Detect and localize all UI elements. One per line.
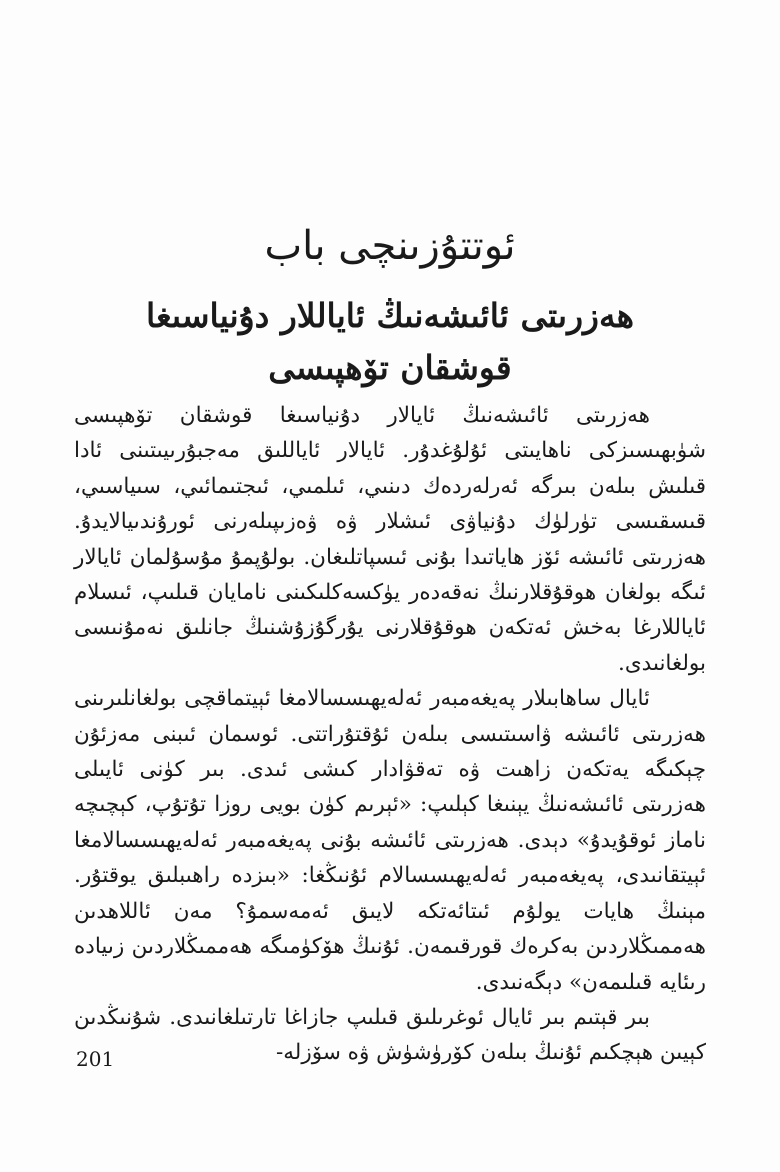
section-heading-line-1: ھەزرىتى ئائىشەنىڭ ئاياللار دۇنياسىغا <box>145 296 635 335</box>
chapter-title: ئوتتۇزىنچى باب <box>264 223 516 269</box>
paragraph: بىر قېتىم بىر ئايال ئوغرىلىق قىلىپ جازاغا تارتىلغانىدى. شۇنىڭدىن كېيىن ھېچكىم ئۇنىڭ بىلەن كۆرۈشۈش ۋە سۆزلە- <box>74 1004 706 1066</box>
section-heading-line-2: قوشقان تۆھپىسى <box>268 348 512 387</box>
paragraph: ئايال ساھابىلار پەيغەمبەر ئەلەيھىسسالامغا ئېيتماقچى بولغانلىرىنى ھەزرىتى ئائىشە ۋاسىتىسى بىلەن ئۇقتۇراتتى. ئوسمان ئىبنى مەزئۇن چېكىگە يەتكەن زاھىت ۋە تەقۋادار كىشى ئىدى. بىر كۈنى ئايىلى ھەزرىتى ئائىشەنىڭ يېنىغا كېلىپ: «ئېرىم كۈن بويى روزا تۇتۇپ، كېچىچە ناماز ئوقۇيدۇ» دېدى. ھەزرىتى ئائىشە بۇنى پەيغەمبەر ئەلەيھىسسالامغا ئېيتقانىدى، پەيغەمبەر ئەلەيھىسسالام ئۇنىڭغا: «بىزدە راھىبلىق يوقتۇر. مېنىڭ ھايات يولۇم ئىتائەتكە لايىق ئەمەسمۇ؟ مەن ئاللاھدىن ھەممىڭلاردىن بەكرەك قورقىمەن. ئۇنىڭ ھۆكۈمىگە ھەممىڭلاردىن زىيادە رىئايە قىلىمەن» دېگەنىدى. <box>74 686 706 995</box>
page-number: 201 <box>76 1047 115 1071</box>
paragraph: ھەزرىتى ئائىشەنىڭ ئايالار دۇنياسىغا قوشقان تۆھپىسى شۈبھىسىزكى ناھايىتى ئۇلۇغدۇر. ئايالار ئاياللىق مەجبۇرىيىتىنى ئادا قىلىش بىلەن بىرگە ئەرلەردەك دىنىي، ئىلمىي، ئىجتىمائىي، سىياسىي، قىسقىسى تۈرلۈك دۇنياۋى ئىشلار ۋە ۋەزىپىلەرنى ئورۇندىيالايدۇ. ھەزرىتى ئائىشە ئۆز ھاياتىدا بۇنى ئىسپاتلىغان. بولۇپمۇ مۇسۇلمان ئايالار ئىگە بولغان ھوقۇقلارنىڭ نەقەدەر يۈكسەكلىكىنى نامايان قىلىپ، ئىسلام ئاياللارغا بەخش ئەتكەن ھوقۇقلارنى يۇرگۇزۇشنىڭ جانلىق نەمۇنىسى بولغانىدى. <box>74 403 706 676</box>
body-text <box>74 398 706 1071</box>
section-heading <box>60 290 720 394</box>
